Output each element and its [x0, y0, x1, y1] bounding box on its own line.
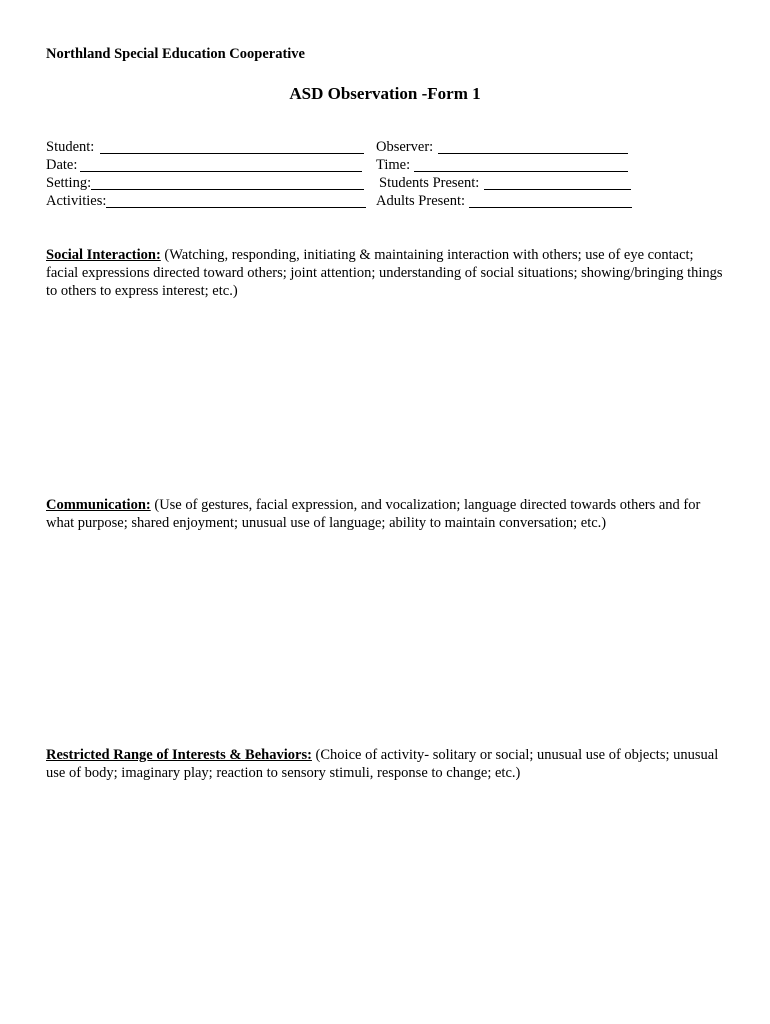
students-present-field — [379, 175, 631, 192]
setting-label: Setting: — [46, 175, 92, 191]
form-title: ASD Observation -Form 1 — [289, 84, 481, 103]
setting-line[interactable] — [91, 176, 364, 190]
social-interaction-heading: Social Interaction: — [46, 247, 161, 263]
time-line[interactable] — [414, 158, 628, 172]
activities-label: Activities: — [46, 193, 107, 209]
time-field — [376, 157, 628, 174]
communication-description: (Use of gestures, facial expression, and vocalization; language directed towards others and for what purpose; shared enjoyment; unusual use of language; ability to maintain conversation; etc.) — [46, 497, 701, 531]
adults-present-line[interactable] — [469, 194, 632, 208]
students-present-line[interactable] — [484, 176, 631, 190]
date-label: Date: — [46, 157, 78, 173]
date-field — [46, 157, 362, 174]
social-interaction-section — [46, 246, 726, 300]
social-interaction-description: (Watching, responding, initiating & maintaining interaction with others; use of eye contact; facial expressions directed toward others; joint attention; understanding of social situations; showing/bringing things to others to express interest; etc.) — [46, 247, 723, 299]
restricted-interests-section — [46, 746, 726, 782]
adults-present-label: Adults Present: — [376, 193, 466, 209]
observer-label: Observer: — [376, 139, 434, 155]
restricted-interests-heading: Restricted Range of Interests & Behaviors: — [46, 747, 312, 763]
adults-present-field — [376, 193, 632, 210]
communication-heading: Communication: — [46, 497, 151, 513]
setting-field — [46, 175, 364, 192]
time-label: Time: — [376, 157, 411, 173]
date-line[interactable] — [80, 158, 362, 172]
observer-line[interactable] — [438, 140, 628, 154]
student-line[interactable] — [100, 140, 364, 154]
student-field — [46, 139, 364, 156]
observer-field — [376, 139, 628, 156]
restricted-interests-description: (Choice of activity- solitary or social; unusual use of objects; unusual use of body; imaginary play; reaction to sensory stimuli, response to change; etc.) — [46, 747, 719, 781]
activities-field — [46, 193, 366, 210]
students-present-label: Students Present: — [379, 175, 480, 191]
activities-line[interactable] — [106, 194, 366, 208]
communication-section — [46, 496, 726, 532]
organization-name: Northland Special Education Cooperative — [46, 46, 305, 62]
student-label: Student: — [46, 139, 95, 155]
